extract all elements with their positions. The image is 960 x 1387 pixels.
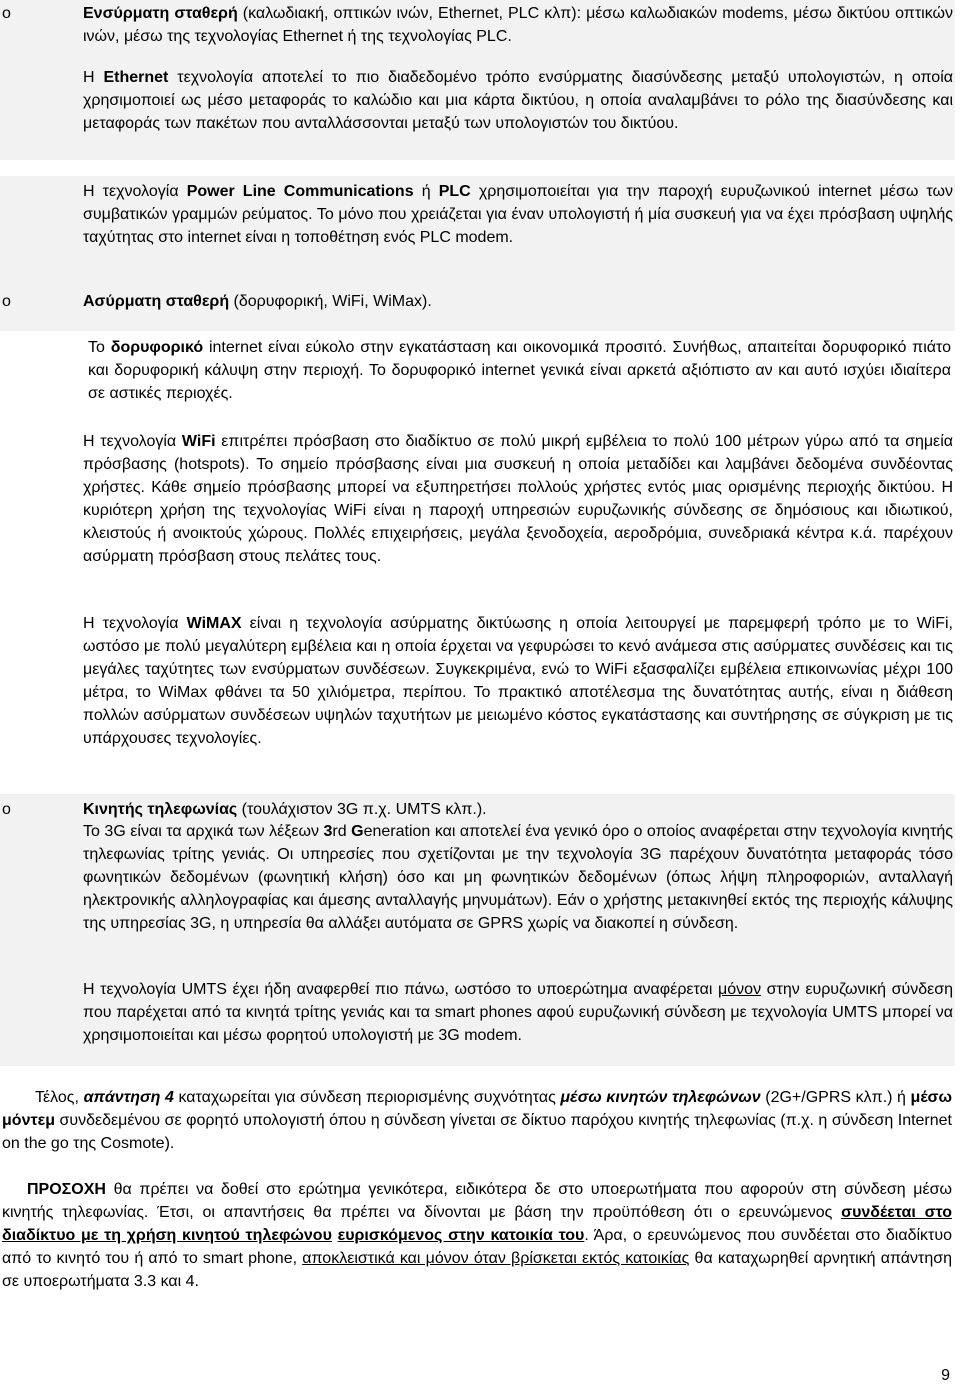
bullet-wireless: o: [2, 293, 11, 310]
wired-title: Ενσύρματη σταθερή: [83, 5, 238, 22]
umts-paragraph: Η τεχνολογία UMTS έχει ήδη αναφερθεί πιο πάνω, ωστόσο το υποερώτημα αναφέρεται μόνον στην ευρυζωνική σύνδεση που παρέχεται από τα κινητά τρίτης γενιάς και τα smart phones αφού ευρυζωνική σύνδεση με τεχνολογία UMTS μπορεί να χρησιμοποιείται και μέσω φορητού υπολογιστή με 3G modem.: [83, 981, 954, 1044]
mobile-title: Κινητής τηλεφωνίας: [83, 801, 238, 818]
page-number: 9: [941, 1367, 950, 1384]
3g-paragraph: Το 3G είναι τα αρχικά των λέξεων 3rd Generation και αποτελεί ένα γενικό όρο ο οποίος αναφέρεται στην τεχνολογία κινητής τηλεφωνίας τρίτης γενιάς. Οι υπηρεσίες που σχετίζονται με την τεχνολογία 3G παρέχουν δυνατότητα μεταφοράς τόσο φωνητικών δεδομένων (φωνητική κλήση) όσο και μη φωνητικών δεδομένων (όπως λήψη πληροφοριών, ανταλλαγή ηλεκτρονικής αλληλογραφίας και άμεσης ανταλλαγής μηνυμάτων). Εάν ο χρήστης μετακινηθεί εκτός της περιοχής κάλυψης της υπηρεσίας 3G, η υπηρεσία θα αλλάξει αυτόματα σε GPRS χωρίς να διακοπεί η σύνδεση.: [83, 823, 953, 932]
bullet-mobile: o: [2, 801, 11, 818]
finally-paragraph: Τέλος, απάντηση 4 καταχωρείται για σύνδεση περιορισμένης συχνότητας μέσω κινητών τηλεφώνων (2G+/GPRS κλπ.) ή μέσω μόντεμ συνδεδεμένου σε φορητό υπολογιστή όπου η σύνδεση γίνεται σε δίκτυο παρόχου κινητής τηλεφωνίας (π.χ. η σύνδεση Internet on the go της Cosmote).: [2, 1089, 953, 1152]
wired-heading: Ενσύρματη σταθερή (καλωδιακή, οπτικών ινών, Ethernet, PLC κλπ): μέσω καλωδιακών modems, μέσω δικτύου οπτικών ινών, μέσω της τεχνολογίας Ethernet ή της τεχνολογίας PLC.: [83, 5, 953, 45]
wireless-heading: Ασύρματη σταθερή (δορυφορική, WiFi, WiMax).: [83, 293, 432, 310]
wimax-paragraph: Η τεχνολογία WiMAX είναι η τεχνολογία ασύρματης δικτύωσης η οποία λειτουργεί με παρεμφερή τρόπο με το WiFi, ωστόσο με πολύ μεγαλύτερη εμβέλεια και η οποία έρχεται να γεφυρώσει το κενό ανάμεσα στις ασύρματες συνδέσεις και τις μεγάλες ταχύτητες των ενσύρματων συνδέσεων. Συγκεκριμένα, ενώ το WiFi εξασφαλίζει εμβέλεια επικοινωνίας μέχρι 100 μέτρα, το WiMax φθάνει τα 50 χιλιόμετρα, περίπου. Το πρακτικό αποτέλεσμα της δυνατότητας αυτής, είναι η διάθεση πολλών ασύρματων συνδέσεων υψηλών ταχυτήτων με μειωμένο κόστος εγκατάστασης και συντήρησης σε σύγκριση με τις υπάρχουσες τεχνολογίες.: [83, 615, 953, 747]
ethernet-paragraph: Η Ethernet τεχνολογία αποτελεί το πιο διαδεδομένο τρόπο ενσύρματης διασύνδεσης μεταξύ υπολογιστών, η οποία χρησιμοποιεί ως μέσο μεταφοράς το καλώδιο και μια κάρτα δικτύου, η οποία αναλαμβάνει το ρόλο της διασύνδεσης και μεταφοράς των πακέτων που ανταλλάσσονται μεταξύ των υπολογιστών του δικτύου.: [83, 69, 954, 132]
plc-paragraph: Η τεχνολογία Power Line Communications ή PLC χρησιμοποιείται για την παροχή ευρυζωνικού internet μέσω των συμβατικών γραμμών ρεύματος. Το μόνο που χρειάζεται για έναν υπολογιστή ή μία συσκευή για να έχει πρόσβαση υψηλής ταχύτητας στο internet είναι η τοποθέτηση ενός PLC modem.: [83, 183, 954, 246]
bullet-wired: o: [2, 5, 11, 22]
wifi-paragraph: Η τεχνολογία WiFi επιτρέπει πρόσβαση στο διαδίκτυο σε πολύ μικρή εμβέλεια το πολύ 100 μέτρων γύρω από τα σημεία πρόσβασης (hotspots). Το σημείο πρόσβασης είναι μια συσκευή η οποία μεταδίδει και λαμβάνει δεδομένα συνδέοντας χρήστες. Κάθε σημείο πρόσβασης μπορεί να εξυπηρετήσει πολλούς χρήστες εντός μιας ορισμένης περιοχής δικτύου. Η κυριότερη χρήση της τεχνολογίας WiFi είναι η παροχή υπηρεσιών ευρυζωνικής σύνδεσης σε δημόσιους και ιδιωτικού, κλειστούς ή ανοικτούς χώρους. Πολλές επιχειρήσεις, μεγάλα ξενοδοχεία, αεροδρόμια, συνεδριακά κέντρα κ.ά. παρέχουν ασύρματη πρόσβαση στους πελάτες τους.: [83, 433, 953, 565]
attention-paragraph: ΠΡΟΣΟΧΗ θα πρέπει να δοθεί στο ερώτημα γενικότερα, ειδικότερα δε στο υποερωτήματα που αφορούν στη σύνδεση μέσω κινητής τηλεφωνίας. Έτσι, οι απαντήσεις θα πρέπει να δίνονται με βάση την προϋπόθεση ότι ο ερευνώμενος συνδέεται στο διαδίκτυο με τη χρήση κινητού τηλεφώνου ευρισκόμενος στην κατοικία του. Άρα, ο ερευνώμενος που συνδέεται στο διαδίκτυο από το κινητό του ή από το smart phone, αποκλειστικά και μόνον όταν βρίσκεται εκτός κατοικίας θα καταχωρηθεί αρνητική απάντηση σε υποερωτήματα 3.3 και 4.: [2, 1181, 953, 1290]
wireless-title: Ασύρματη σταθερή: [83, 293, 230, 310]
mobile-heading: Κινητής τηλεφωνίας (τουλάχιστον 3G π.χ. UMTS κλπ.).: [83, 801, 487, 818]
satellite-paragraph: Το δορυφορικό internet είναι εύκολο στην εγκατάσταση και οικονομικά προσιτό. Συνήθως, απαιτείται δορυφορικό πιάτο και δορυφορική κάλυψη στην περιοχή. Το δορυφορικό internet γενικά είναι αρκετά αξιόπιστο αν και αυτό ισχύει ιδιαίτερα σε αστικές περιοχές.: [88, 339, 951, 402]
